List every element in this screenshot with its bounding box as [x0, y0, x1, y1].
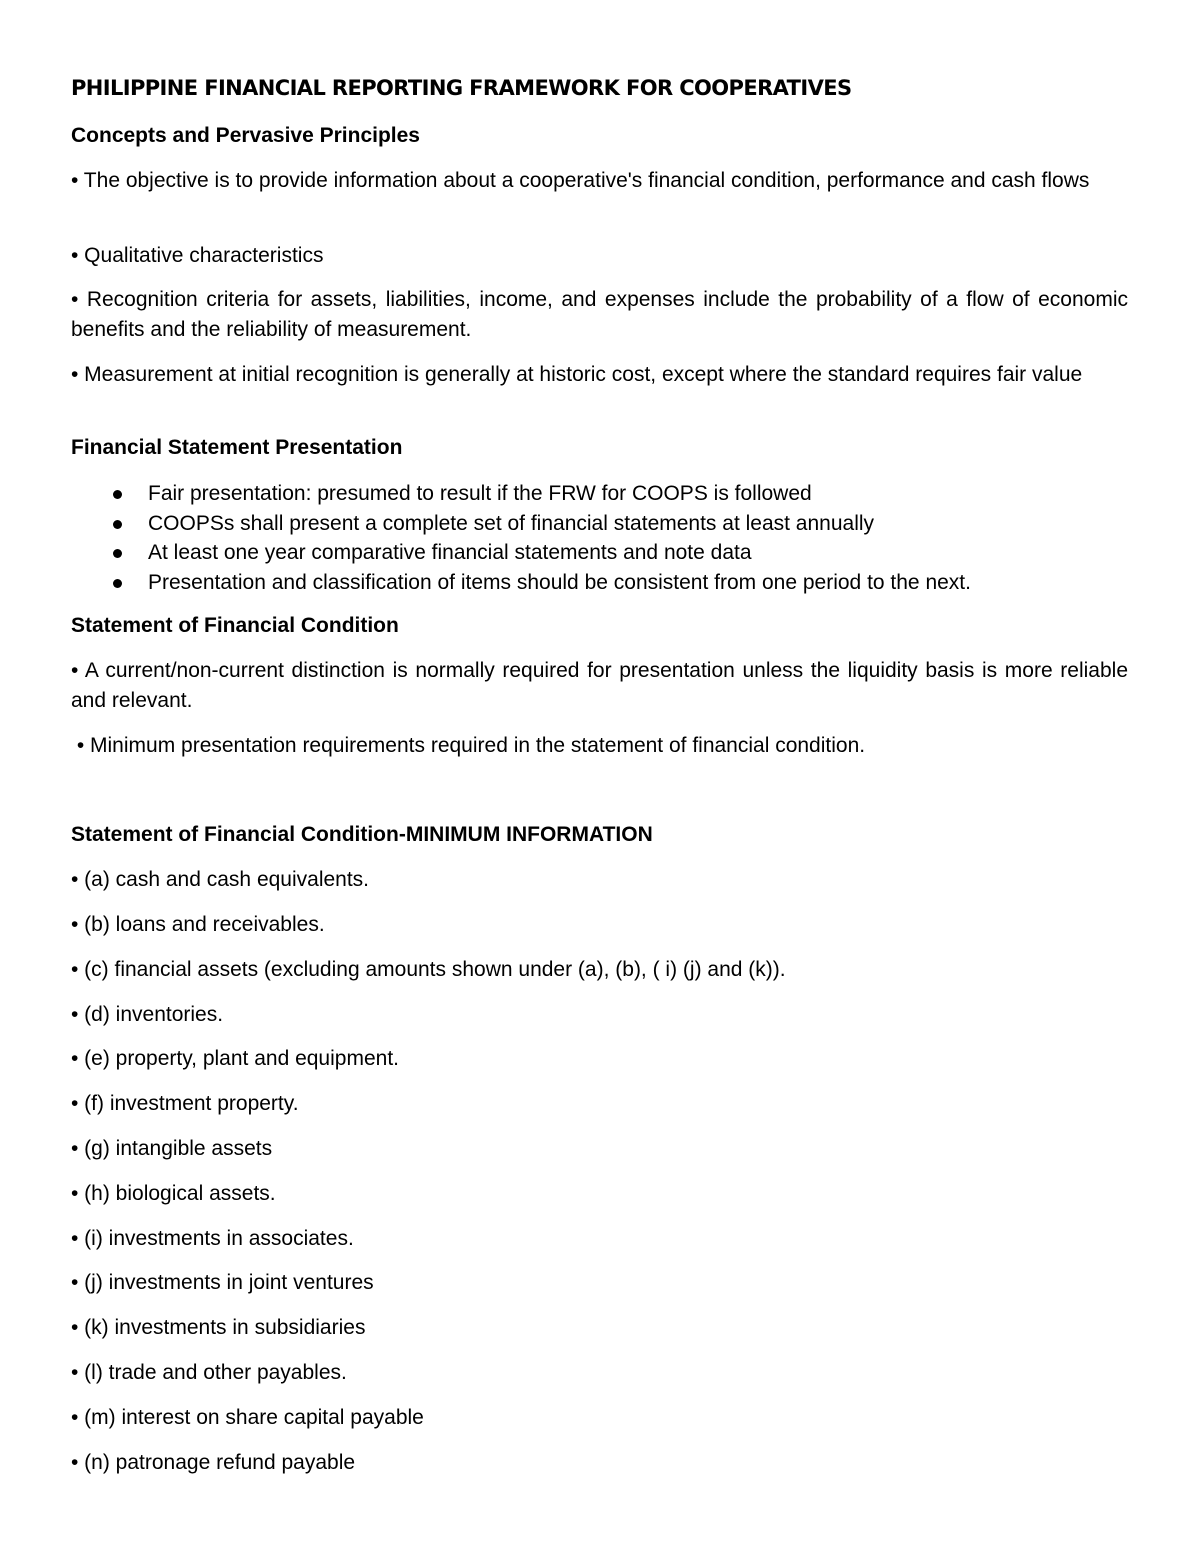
list-item-text: At least one year comparative financial statements and note data — [148, 541, 752, 564]
list-item: • (i) investments in associates. — [71, 1227, 354, 1250]
minimum-information-heading: Statement of Financial Condition-MINIMUM INFORMATION — [71, 823, 653, 846]
bullet-dot-icon — [113, 579, 122, 588]
concepts-heading: Concepts and Pervasive Principles — [71, 124, 420, 147]
list-item — [71, 479, 971, 509]
document-title: PHILIPPINE FINANCIAL REPORTING FRAMEWORK FOR COOPERATIVES — [71, 76, 852, 100]
presentation-heading: Financial Statement Presentation — [71, 436, 403, 459]
concepts-paragraph-recognition: • Recognition criteria for assets, liabilities, income, and expenses include the probability of a flow of economic benefits and the reliability of measurement. — [71, 288, 1128, 341]
concepts-paragraph-qualitative: • Qualitative characteristics — [71, 244, 324, 267]
bullet-dot-icon — [113, 520, 122, 529]
list-item: • (k) investments in subsidiaries — [71, 1316, 366, 1339]
list-item: • (e) property, plant and equipment. — [71, 1047, 399, 1070]
list-item: • (c) financial assets (excluding amounts shown under (a), (b), ( i) (j) and (k)). — [71, 958, 786, 981]
list-item: • (g) intangible assets — [71, 1137, 273, 1160]
presentation-bullet-list — [71, 479, 971, 597]
concepts-paragraph-measurement: • Measurement at initial recognition is generally at historic cost, except where the standard requires fair value — [71, 363, 1083, 386]
list-item — [71, 568, 971, 598]
financial-condition-paragraph-distinction: • A current/non-current distinction is normally required for presentation unless the liquidity basis is more reliable and relevant. — [71, 659, 1128, 712]
bullet-dot-icon — [113, 549, 122, 558]
list-item: • (n) patronage refund payable — [71, 1451, 356, 1474]
list-item-text: Fair presentation: presumed to result if the FRW for COOPS is followed — [148, 482, 812, 505]
list-item-text: COOPSs shall present a complete set of financial statements at least annually — [148, 511, 875, 535]
list-item: • (h) biological assets. — [71, 1182, 276, 1205]
list-item — [71, 509, 971, 539]
list-item: • (m) interest on share capital payable — [71, 1406, 424, 1429]
list-item: • (j) investments in joint ventures — [71, 1271, 374, 1294]
bullet-dot-icon — [113, 490, 122, 499]
list-item — [71, 538, 971, 568]
concepts-paragraph-objective: • The objective is to provide information about a cooperative's financial condition, performance and cash flows — [71, 169, 1090, 192]
list-item: • (d) inventories. — [71, 1003, 224, 1026]
list-item-text: Presentation and classification of items should be consistent from one period to the next. — [148, 570, 971, 594]
list-item: • (f) investment property. — [71, 1092, 299, 1115]
financial-condition-heading: Statement of Financial Condition — [71, 614, 399, 637]
financial-condition-paragraph-minimum: • Minimum presentation requirements required in the statement of financial condition. — [71, 734, 866, 757]
list-item: • (l) trade and other payables. — [71, 1361, 347, 1384]
list-item: • (b) loans and receivables. — [71, 913, 325, 936]
list-item: • (a) cash and cash equivalents. — [71, 868, 370, 891]
